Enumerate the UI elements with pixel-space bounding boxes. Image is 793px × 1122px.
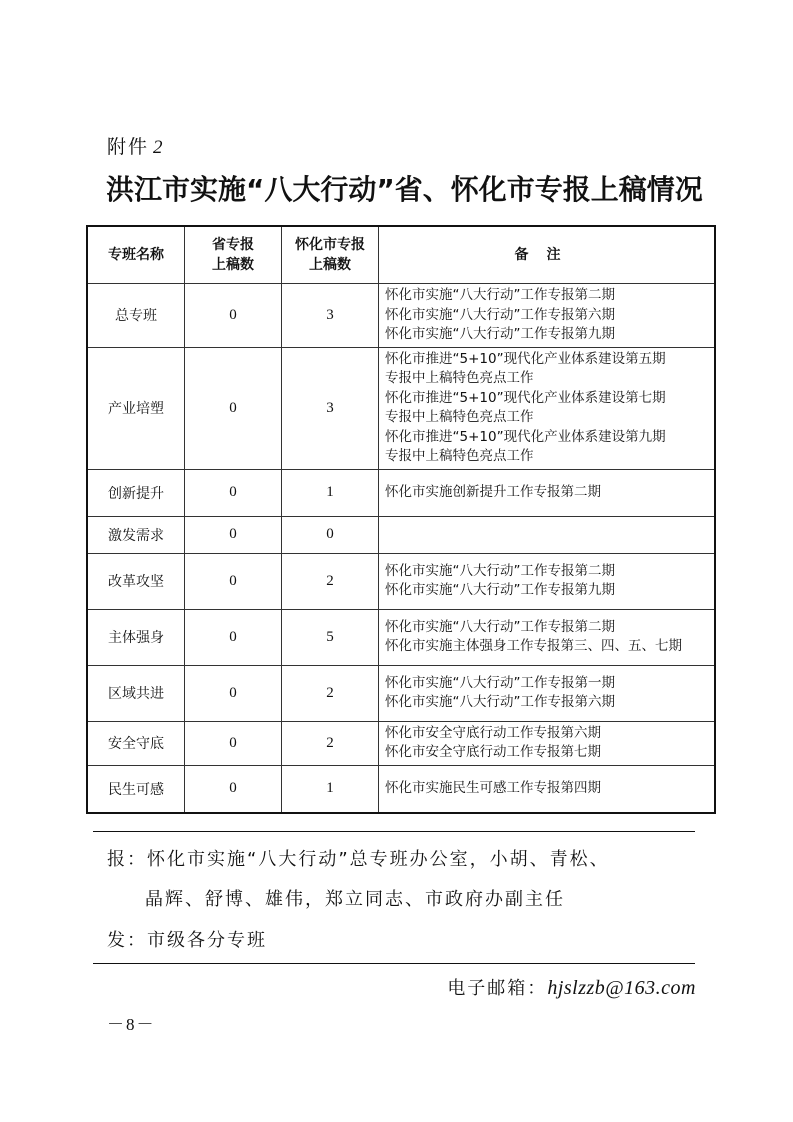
distribution-block — [93, 831, 695, 964]
row-province-count: 0 — [185, 469, 282, 516]
table-body — [87, 284, 715, 814]
note-line: 怀化市实施“八大行动”工作专报第一期 — [385, 674, 615, 691]
row-province-count: 0 — [185, 347, 282, 469]
row-name: 主体强身 — [87, 609, 185, 665]
table-row — [87, 765, 715, 813]
row-name: 总专班 — [87, 284, 185, 348]
attachment-prefix: 附件 — [107, 136, 150, 158]
report-to-line-continued: 晶辉、舒博、雄伟，郑立同志、市政府办副主任 — [145, 889, 565, 910]
row-name: 民生可感 — [87, 765, 185, 813]
row-city-count: 3 — [282, 284, 379, 348]
table-row — [87, 553, 715, 609]
row-notes — [379, 721, 716, 765]
row-name: 创新提升 — [87, 469, 185, 516]
note-line: 怀化市安全守底行动工作专报第七期 — [385, 744, 601, 760]
note-line: 专报中上稿特色亮点工作 — [385, 370, 534, 386]
report-to-line: 报：怀化市实施“八大行动”总专班办公室，小胡、青松、 — [107, 849, 610, 870]
note-line: 怀化市实施“八大行动”工作专报第二期 — [385, 287, 615, 303]
note-line: 专报中上稿特色亮点工作 — [385, 448, 534, 464]
page-number: －8－ — [107, 1015, 156, 1034]
table-row — [87, 284, 715, 348]
row-province-count: 0 — [185, 284, 282, 348]
row-city-count: 2 — [282, 721, 379, 765]
note-line: 怀化市推进“5+10”现代化产业体系建设第九期 — [385, 428, 666, 445]
note-line: 怀化市实施“八大行动”工作专报第二期 — [385, 618, 615, 635]
row-notes — [379, 347, 716, 469]
row-city-count: 5 — [282, 609, 379, 665]
note-line: 专报中上稿特色亮点工作 — [385, 409, 534, 425]
row-notes — [379, 765, 716, 813]
document-title: 洪江市实施“八大行动”省、怀化市专报上稿情况 — [106, 173, 703, 206]
row-city-count: 0 — [282, 516, 379, 553]
row-notes — [379, 516, 716, 553]
note-line: 怀化市实施创新提升工作专报第二期 — [385, 483, 601, 500]
note-line: 怀化市推进“5+10”现代化产业体系建设第五期 — [385, 350, 666, 367]
row-province-count: 0 — [185, 609, 282, 665]
table-row — [87, 609, 715, 665]
attachment-number: 2 — [153, 137, 165, 158]
row-province-count: 0 — [185, 721, 282, 765]
email-line — [447, 974, 696, 1000]
row-notes — [379, 469, 716, 516]
send-to-line: 发：市级各分专班 — [107, 930, 267, 951]
email-label: 电子邮箱： — [447, 978, 548, 999]
row-name: 安全守底 — [87, 721, 185, 765]
note-line: 怀化市推进“5+10”现代化产业体系建设第七期 — [385, 389, 666, 406]
row-city-count: 1 — [282, 765, 379, 813]
row-city-count: 2 — [282, 553, 379, 609]
report-table — [86, 225, 716, 814]
note-line: 怀化市实施主体强身工作专报第三、四、五、七期 — [385, 638, 682, 654]
row-city-count: 2 — [282, 665, 379, 721]
table-row — [87, 516, 715, 553]
row-province-count: 0 — [185, 516, 282, 553]
note-line: 怀化市实施“八大行动”工作专报第六期 — [385, 306, 615, 323]
row-notes — [379, 284, 716, 348]
attachment-label — [107, 132, 165, 159]
note-line: 怀化市实施“八大行动”工作专报第六期 — [385, 694, 615, 710]
row-province-count: 0 — [185, 765, 282, 813]
note-line: 怀化市实施“八大行动”工作专报第九期 — [385, 326, 615, 342]
table-row — [87, 665, 715, 721]
row-name: 产业培塑 — [87, 347, 185, 469]
row-city-count: 1 — [282, 469, 379, 516]
row-name: 激发需求 — [87, 516, 185, 553]
table-header-row — [87, 226, 715, 284]
note-line: 怀化市实施“八大行动”工作专报第二期 — [385, 562, 615, 579]
header-note: 备注 — [379, 226, 716, 284]
row-notes — [379, 553, 716, 609]
header-province-count: 省专报 上稿数 — [185, 226, 282, 284]
row-province-count: 0 — [185, 665, 282, 721]
header-city-count: 怀化市专报 上稿数 — [282, 226, 379, 284]
row-name: 改革攻坚 — [87, 553, 185, 609]
header-name: 专班名称 — [87, 226, 185, 284]
note-line: 怀化市实施“八大行动”工作专报第九期 — [385, 582, 615, 598]
row-city-count: 3 — [282, 347, 379, 469]
email-address: hjslzzb@163.com — [547, 977, 696, 999]
note-line: 怀化市实施民生可感工作专报第四期 — [385, 780, 601, 796]
table-row — [87, 721, 715, 765]
row-notes — [379, 665, 716, 721]
note-line: 怀化市安全守底行动工作专报第六期 — [385, 724, 601, 741]
row-name: 区域共进 — [87, 665, 185, 721]
row-province-count: 0 — [185, 553, 282, 609]
row-notes — [379, 609, 716, 665]
table-row — [87, 347, 715, 469]
table-row — [87, 469, 715, 516]
